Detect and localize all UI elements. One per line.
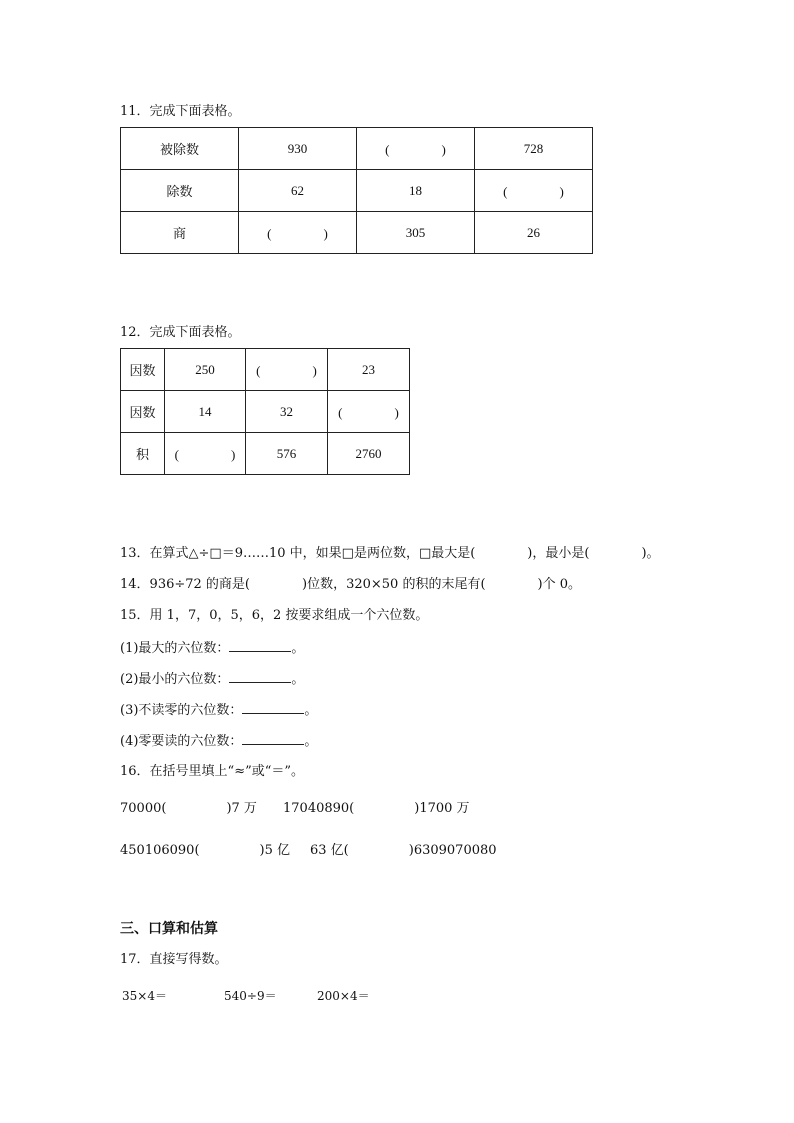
period: 。 <box>304 734 318 749</box>
q17-item: 200×4＝ <box>317 989 370 1003</box>
table-cell: 被除数 <box>121 128 239 170</box>
table-cell: 积 <box>121 433 165 475</box>
q12-title: 12．完成下面表格。 <box>120 325 241 340</box>
q14-text: 14．936÷72 的商是( )位数，320×50 的积的末尾有( )个 0。 <box>120 577 581 592</box>
table-cell: 18 <box>357 170 475 212</box>
table-cell: 因数 <box>121 349 165 391</box>
q16-expr: 450106090( <box>120 843 200 858</box>
q12-table <box>120 348 410 475</box>
q16-expr: )1700 万 <box>414 801 470 816</box>
table-cell[interactable]: ( ) <box>475 170 593 212</box>
table-cell[interactable]: ( ) <box>328 391 410 433</box>
q15-item-3 <box>120 701 317 720</box>
table-cell: 23 <box>328 349 410 391</box>
period: 。 <box>291 672 305 687</box>
q15-title: 15．用 1，7，0，5，6，2 按要求组成一个六位数。 <box>120 608 429 623</box>
q15-item-1 <box>120 639 304 658</box>
table-cell: 250 <box>165 349 246 391</box>
q15-item-2 <box>120 670 304 689</box>
table-cell: 930 <box>239 128 357 170</box>
q13-text: 13．在算式△÷□＝9……10 中，如果□是两位数，□最大是( )，最小是( )。 <box>120 546 660 561</box>
table-row <box>121 212 593 254</box>
q16-expr: 17040890( <box>283 801 355 816</box>
table-cell: 62 <box>239 170 357 212</box>
answer-blank[interactable] <box>242 701 304 714</box>
q16-row-2 <box>120 842 290 860</box>
table-row <box>121 391 410 433</box>
table-cell: 26 <box>475 212 593 254</box>
q16-row-1 <box>120 800 257 818</box>
q15-item-label: (3)不读零的六位数： <box>120 703 243 718</box>
table-row <box>121 433 410 475</box>
q16-row-1b <box>283 800 470 818</box>
table-cell[interactable]: ( ) <box>239 212 357 254</box>
q17-title: 17．直接写得数。 <box>120 952 228 967</box>
table-cell[interactable]: ( ) <box>165 433 246 475</box>
q17-item: 540÷9＝ <box>224 989 277 1003</box>
table-row <box>121 349 410 391</box>
table-cell[interactable]: ( ) <box>357 128 475 170</box>
table-cell[interactable]: ( ) <box>246 349 328 391</box>
q11-title: 11．完成下面表格。 <box>120 104 241 119</box>
table-cell: 576 <box>246 433 328 475</box>
table-row <box>121 170 593 212</box>
table-cell: 商 <box>121 212 239 254</box>
q16-title: 16．在括号里填上“≈”或“＝”。 <box>120 764 305 779</box>
q15-item-4 <box>120 732 317 751</box>
q15-item-label: (1)最大的六位数： <box>120 641 230 656</box>
answer-blank[interactable] <box>229 639 291 652</box>
table-cell: 728 <box>475 128 593 170</box>
table-cell: 2760 <box>328 433 410 475</box>
q16-expr: 70000( <box>120 801 167 816</box>
q16-expr: 63 亿( <box>310 843 349 858</box>
period: 。 <box>291 641 305 656</box>
period: 。 <box>304 703 318 718</box>
answer-blank[interactable] <box>229 670 291 683</box>
table-cell: 因数 <box>121 391 165 433</box>
q16-row-2b <box>310 842 497 860</box>
q11-table <box>120 127 593 254</box>
table-row <box>121 128 593 170</box>
q16-expr: )5 亿 <box>259 843 290 858</box>
q15-item-label: (4)零要读的六位数： <box>120 734 243 749</box>
q15-item-label: (2)最小的六位数： <box>120 672 230 687</box>
q17-item: 35×4＝ <box>122 989 167 1003</box>
q16-expr: )6309070080 <box>408 843 497 858</box>
section-heading: 三、口算和估算 <box>120 921 218 937</box>
table-cell: 32 <box>246 391 328 433</box>
table-cell: 305 <box>357 212 475 254</box>
table-cell: 除数 <box>121 170 239 212</box>
answer-blank[interactable] <box>242 732 304 745</box>
table-cell: 14 <box>165 391 246 433</box>
q16-expr: )7 万 <box>226 801 257 816</box>
